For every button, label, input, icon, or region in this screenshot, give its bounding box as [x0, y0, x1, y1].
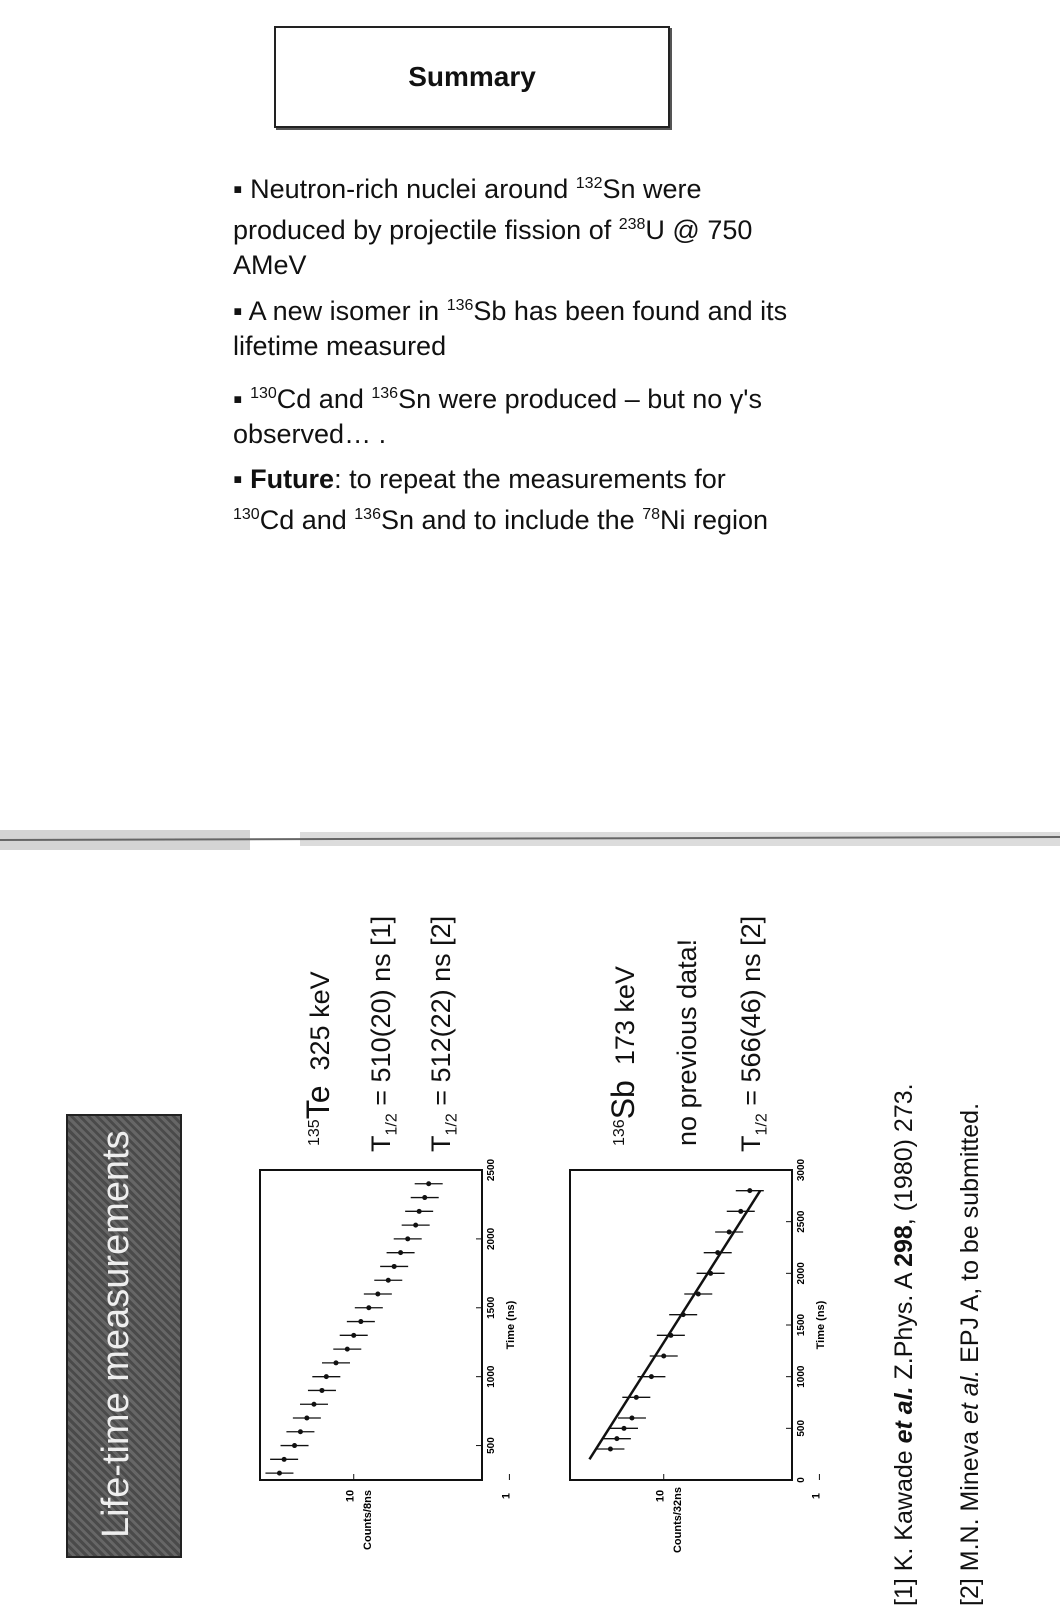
page-divider	[0, 828, 1060, 854]
te-halflife-2: $T_{1/2} = 512(22)$ ns [2]	[426, 915, 461, 1152]
data-point	[298, 1429, 303, 1434]
data-point	[747, 1188, 752, 1193]
lifetime-title: Life-time measurements	[95, 1130, 137, 1538]
x-tick-label: 1500	[796, 1313, 807, 1337]
x-axis-label: Time (ns)	[505, 1300, 517, 1350]
x-tick-label: 3000	[796, 1158, 807, 1182]
sb-halflife: $T_{1/2} = 566(46)$ ns [2]	[736, 915, 771, 1152]
data-point	[375, 1292, 380, 1297]
data-point	[386, 1278, 391, 1283]
y-tick-label: 10	[344, 1489, 357, 1503]
data-point	[608, 1447, 613, 1452]
data-point	[358, 1319, 363, 1324]
x-tick-label: 1500	[486, 1296, 497, 1319]
bullet-1: ▪ Neutron-rich nuclei around $^{132}$Sn were produced by projectile fission of $^{238}$U @ 750 AMeV	[233, 174, 753, 280]
data-point	[282, 1457, 287, 1462]
data-point	[304, 1416, 309, 1421]
x-tick-label: 500	[486, 1437, 497, 1454]
data-point	[649, 1374, 654, 1379]
x-tick-label: 2500	[486, 1158, 497, 1182]
y-tick-label: 1	[810, 1492, 823, 1500]
data-point	[292, 1443, 297, 1448]
data-point	[738, 1209, 743, 1214]
data-point	[405, 1236, 410, 1241]
data-point	[727, 1230, 732, 1235]
data-point	[366, 1305, 371, 1310]
x-tick-label: 2500	[796, 1210, 807, 1233]
data-point	[311, 1402, 316, 1407]
x-axis-label: Time (ns)	[815, 1300, 827, 1350]
data-point	[324, 1374, 329, 1379]
data-point	[422, 1195, 427, 1200]
data-point	[398, 1250, 403, 1255]
x-tick-label: 1000	[486, 1365, 497, 1388]
data-point	[392, 1264, 397, 1269]
x-tick-label: 0	[796, 1477, 807, 1483]
data-point	[417, 1209, 422, 1214]
y-tick-label: 1	[500, 1492, 513, 1500]
data-point	[614, 1436, 619, 1441]
summary-title: Summary	[408, 61, 536, 92]
bullet-4: ▪ Future: to repeat the measurements for $^{130}$Cd and $^{136}$Sn and to include the $^{78}$Ni region	[233, 464, 769, 535]
plot-frame	[260, 1170, 482, 1480]
x-tick-label: 2000	[486, 1227, 497, 1251]
reference-1: [1] K. Kawade et al. Z.Phys. A 298, (1980) 273.	[890, 1083, 918, 1606]
data-point	[333, 1360, 338, 1365]
data-point	[634, 1395, 639, 1400]
data-point	[629, 1416, 634, 1421]
te-label: $^{135}$Te 325 keV	[300, 971, 336, 1146]
y-tick-label: 10	[654, 1489, 667, 1503]
data-point	[621, 1426, 626, 1431]
sb-label: $^{136}$Sb 173 keV	[605, 966, 641, 1146]
te-halflife-1: $T_{1/2} = 510(20)$ ns [1]	[366, 915, 401, 1152]
summary-title-box	[274, 26, 670, 128]
data-point	[351, 1333, 356, 1338]
y-axis-label: Counts/8ns	[362, 1490, 374, 1550]
plot-frame	[570, 1170, 792, 1480]
data-point	[661, 1354, 666, 1359]
data-point	[413, 1223, 418, 1228]
y-axis-label: Counts/32ns	[672, 1486, 684, 1554]
data-point	[345, 1347, 350, 1352]
data-point	[319, 1388, 324, 1393]
sb-decay-chart	[530, 1150, 830, 1570]
fit-line	[589, 1191, 760, 1460]
x-tick-label: 1000	[796, 1365, 807, 1388]
te-decay-chart	[220, 1150, 520, 1570]
bullet-3: ▪ $^{130}$Cd and $^{136}$Sn were produced – but no γ's observed… .	[233, 384, 762, 449]
x-tick-label: 2000	[796, 1262, 807, 1285]
data-point	[426, 1181, 431, 1186]
data-point	[277, 1471, 282, 1476]
reference-2: [2] M.N. Mineva et al. EPJ A, to be submitted.	[956, 1102, 984, 1606]
sb-note: no previous data!	[672, 938, 702, 1146]
bullet-2: ▪ A new isomer in $^{136}$Sb has been found and its lifetime measured	[233, 296, 788, 361]
x-tick-label: 500	[796, 1419, 807, 1437]
